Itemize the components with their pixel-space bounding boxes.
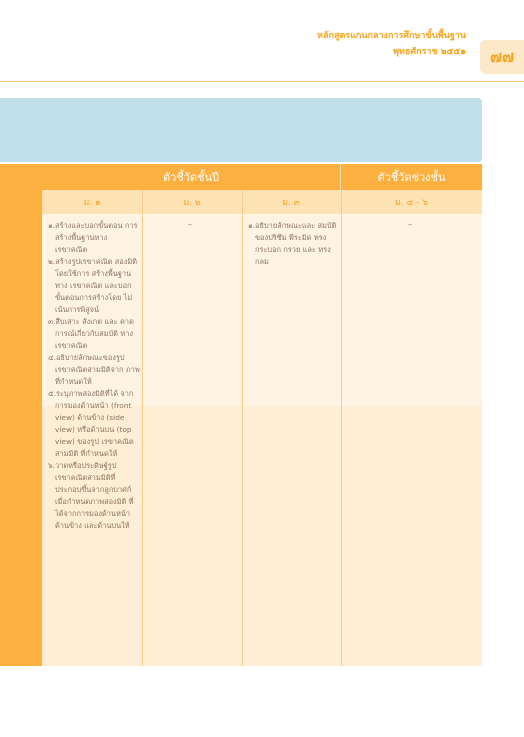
column-divider bbox=[142, 190, 143, 666]
curriculum-title: หลักสูตรแกนกลางการศึกษาขั้นพื้นฐาน bbox=[317, 31, 466, 41]
curriculum-year: พุทธศักราช ๒๕๕๑ bbox=[393, 47, 466, 57]
column-header-m2: ม. ๒ bbox=[183, 198, 201, 208]
column-divider bbox=[242, 190, 243, 666]
list-item: ๒.สร้างรูปเรขาคณิต สองมิติ โดยใช้การ สร้างพื้นฐานทาง เรขาคณิต และบอก ขั้นตอนการสร้างโดย ไม่เน้นการพิสูจน์ bbox=[48, 257, 137, 314]
list-item: ๔.อธิบายลักษณะของรูป เรขาคณิตสามมิติจาก ภาพที่กำหนดให้ bbox=[48, 353, 140, 386]
column-header-m4-6: ม. ๔ - ๖ bbox=[394, 198, 429, 208]
list-item: ๓.สืบเสาะ สังเกต และ คาดการณ์เกี่ยวกับสมบัติ ทางเรขาคณิต bbox=[48, 317, 134, 350]
column-header-m1: ม. ๑ bbox=[83, 198, 101, 208]
m3-indicators bbox=[248, 220, 338, 268]
table-column-header bbox=[42, 190, 482, 214]
column-divider bbox=[341, 190, 342, 666]
list-item: ๑.อธิบายลักษณะและ สมบัติของปริซึม พีระมิด ทรงกระบอก กรวย และ ทรงกลม bbox=[248, 221, 337, 266]
m4-6-indicators: – bbox=[408, 220, 412, 229]
header-divider bbox=[0, 81, 524, 82]
list-item: ๑.สร้างและบอกขั้นตอน การสร้างพื้นฐานทาง เรขาคณิต bbox=[48, 221, 138, 254]
column-header-m3: ม. ๓ bbox=[282, 198, 300, 208]
range-indicators-header: ตัวชี้วัดช่วงชั้น bbox=[377, 171, 446, 184]
m2-indicators: – bbox=[188, 220, 192, 229]
page-number: ๗๗ bbox=[480, 40, 524, 74]
list-item: ๕.ระบุภาพสองมิติที่ได้ จากการมองด้านหน้า (front view) ด้านข้าง (side view) หรือด้านบน (top view) ของรูป เรขาคณิตสามมิติ ที่กำหนดให้ bbox=[48, 389, 134, 458]
grade-indicators-header: ตัวชี้วัดชั้นปี bbox=[162, 171, 220, 184]
strand-banner bbox=[0, 98, 482, 162]
table-group-header bbox=[42, 164, 482, 190]
m1-indicators bbox=[48, 220, 140, 532]
list-item: ๖.วาดหรือประดิษฐ์รูป เรขาคณิตสามมิติที่ ประกอบขึ้นจากลูกบาศก์ เมื่อกำหนดภาพสองมิติ ที่ได้จากการมองด้านหน้า ด้านข้าง และด้านบนให้ bbox=[48, 461, 134, 530]
standard-column bbox=[0, 164, 42, 666]
